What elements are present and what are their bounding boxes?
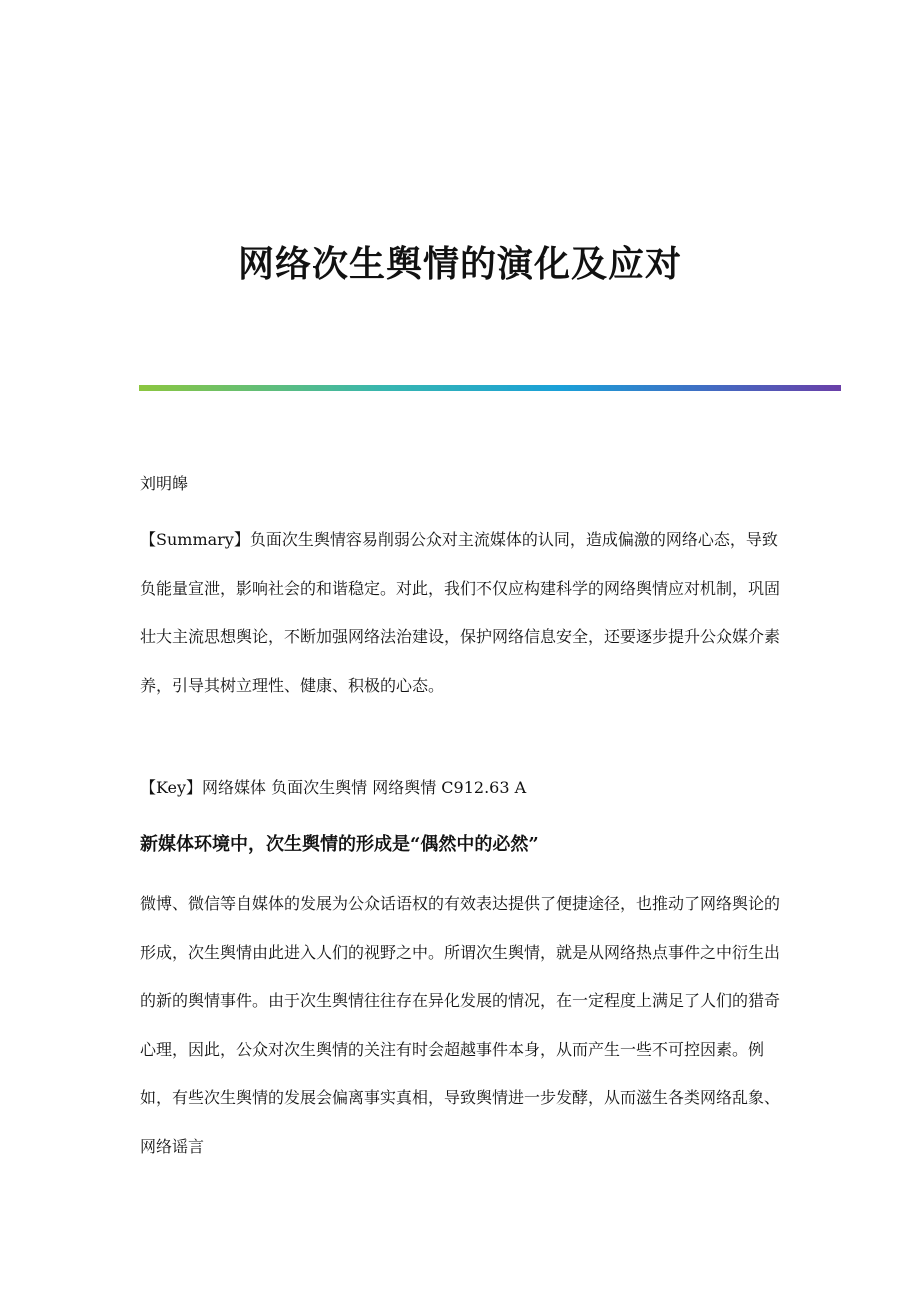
section-heading: 新媒体环境中，次生舆情的形成是“偶然中的必然”: [140, 834, 539, 855]
body-paragraph: 微博、微信等自媒体的发展为公众话语权的有效表达提供了便捷途径，也推动了网络舆论的形成，次生舆情由此进入人们的视野之中。所谓次生舆情，就是从网络热点事件之中衍生出的新的舆情事件。由于次生舆情往往存在异化发展的情况，在一定程度上满足了人们的猎奇心理，因此，公众对次生舆情的关注有时会超越事件本身，从而产生一些不可控因素。例如，有些次生舆情的发展会偏离事实真相，导致舆情进一步发酵，从而滋生各类网络乱象、网络谣言: [140, 894, 781, 1156]
keywords-line: 【Key】网络媒体 负面次生舆情 网络舆情 C912.63 A: [140, 778, 527, 797]
document-title: 网络次生舆情的演化及应对: [237, 243, 682, 286]
title-divider: [139, 385, 841, 391]
summary-paragraph: 【Summary】负面次生舆情容易削弱公众对主流媒体的认同，造成偏激的网络心态，导致负能量宣泄，影响社会的和谐稳定。对此，我们不仅应构建科学的网络舆情应对机制，巩固壮大主流思想舆论，不断加强网络法治建设，保护网络信息安全，还要逐步提升公众媒介素养，引导其树立理性、健康、积极的心态。: [140, 530, 781, 695]
author-name: 刘明皞: [140, 474, 189, 493]
